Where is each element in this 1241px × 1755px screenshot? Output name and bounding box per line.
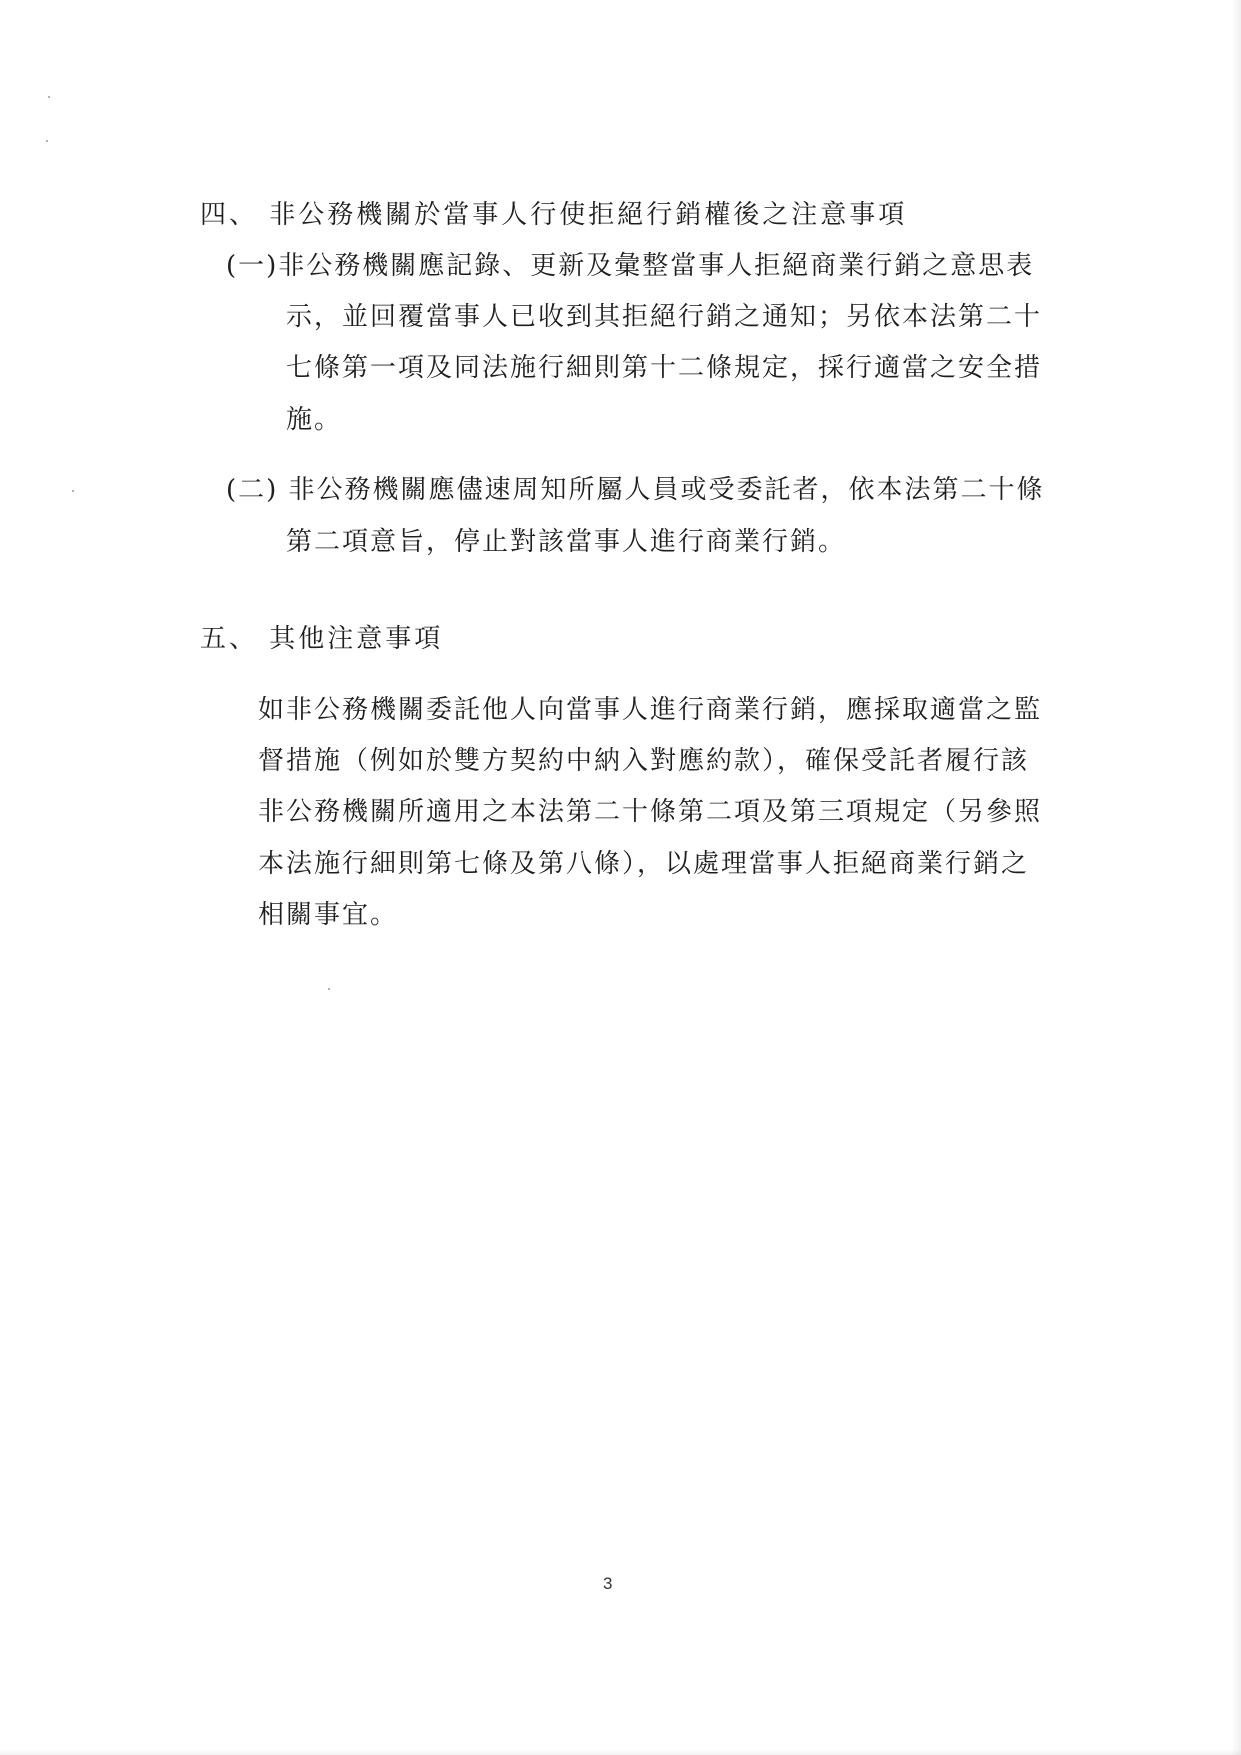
section5-paragraph-line-1: 如非公務機關委託他人向當事人進行商業行銷，應採取適當之監 bbox=[258, 695, 1043, 725]
section4-item1-line-2: 示，並回覆當事人已收到其拒絕行銷之通知；另依本法第二十 bbox=[286, 302, 1043, 332]
section4-heading: 四、 非公務機關於當事人行使拒絕行銷權後之注意事項 bbox=[200, 200, 908, 230]
section4-item2-line-2: 第二項意旨，停止對該當事人進行商業行銷。 bbox=[286, 527, 847, 557]
section4-item1-line-3: 七條第一項及同法施行細則第十二條規定，採行適當之安全措 bbox=[286, 353, 1043, 383]
section4-item2-line-1: (二) 非公務機關應儘速周知所屬人員或受委託者，依本法第二十條 bbox=[226, 475, 1045, 505]
page-number: 3 bbox=[603, 1574, 613, 1593]
section5-heading: 五、 其他注意事項 bbox=[200, 624, 444, 654]
scan-speck bbox=[72, 490, 74, 492]
section5-paragraph-line-5: 相關事宜。 bbox=[258, 900, 399, 930]
section4-item1-line-1: (一)非公務機關應記錄、更新及彙整當事人拒絕商業行銷之意思表 bbox=[226, 251, 1035, 281]
scan-speck bbox=[48, 96, 50, 98]
scan-speck bbox=[328, 988, 330, 990]
section5-paragraph-line-3: 非公務機關所適用之本法第二十條第二項及第三項規定（另參照 bbox=[258, 797, 1043, 827]
section5-paragraph-line-4: 本法施行細則第七條及第八條），以處理當事人拒絕商業行銷之 bbox=[258, 849, 1030, 879]
section4-item1-line-4: 施。 bbox=[286, 405, 343, 435]
scan-speck bbox=[46, 140, 48, 142]
section5-paragraph-line-2: 督措施（例如於雙方契約中納入對應約款），確保受託者履行該 bbox=[258, 746, 1030, 776]
scan-edge-shadow bbox=[1231, 0, 1241, 1755]
scan-bottom-shadow bbox=[0, 1749, 1241, 1755]
